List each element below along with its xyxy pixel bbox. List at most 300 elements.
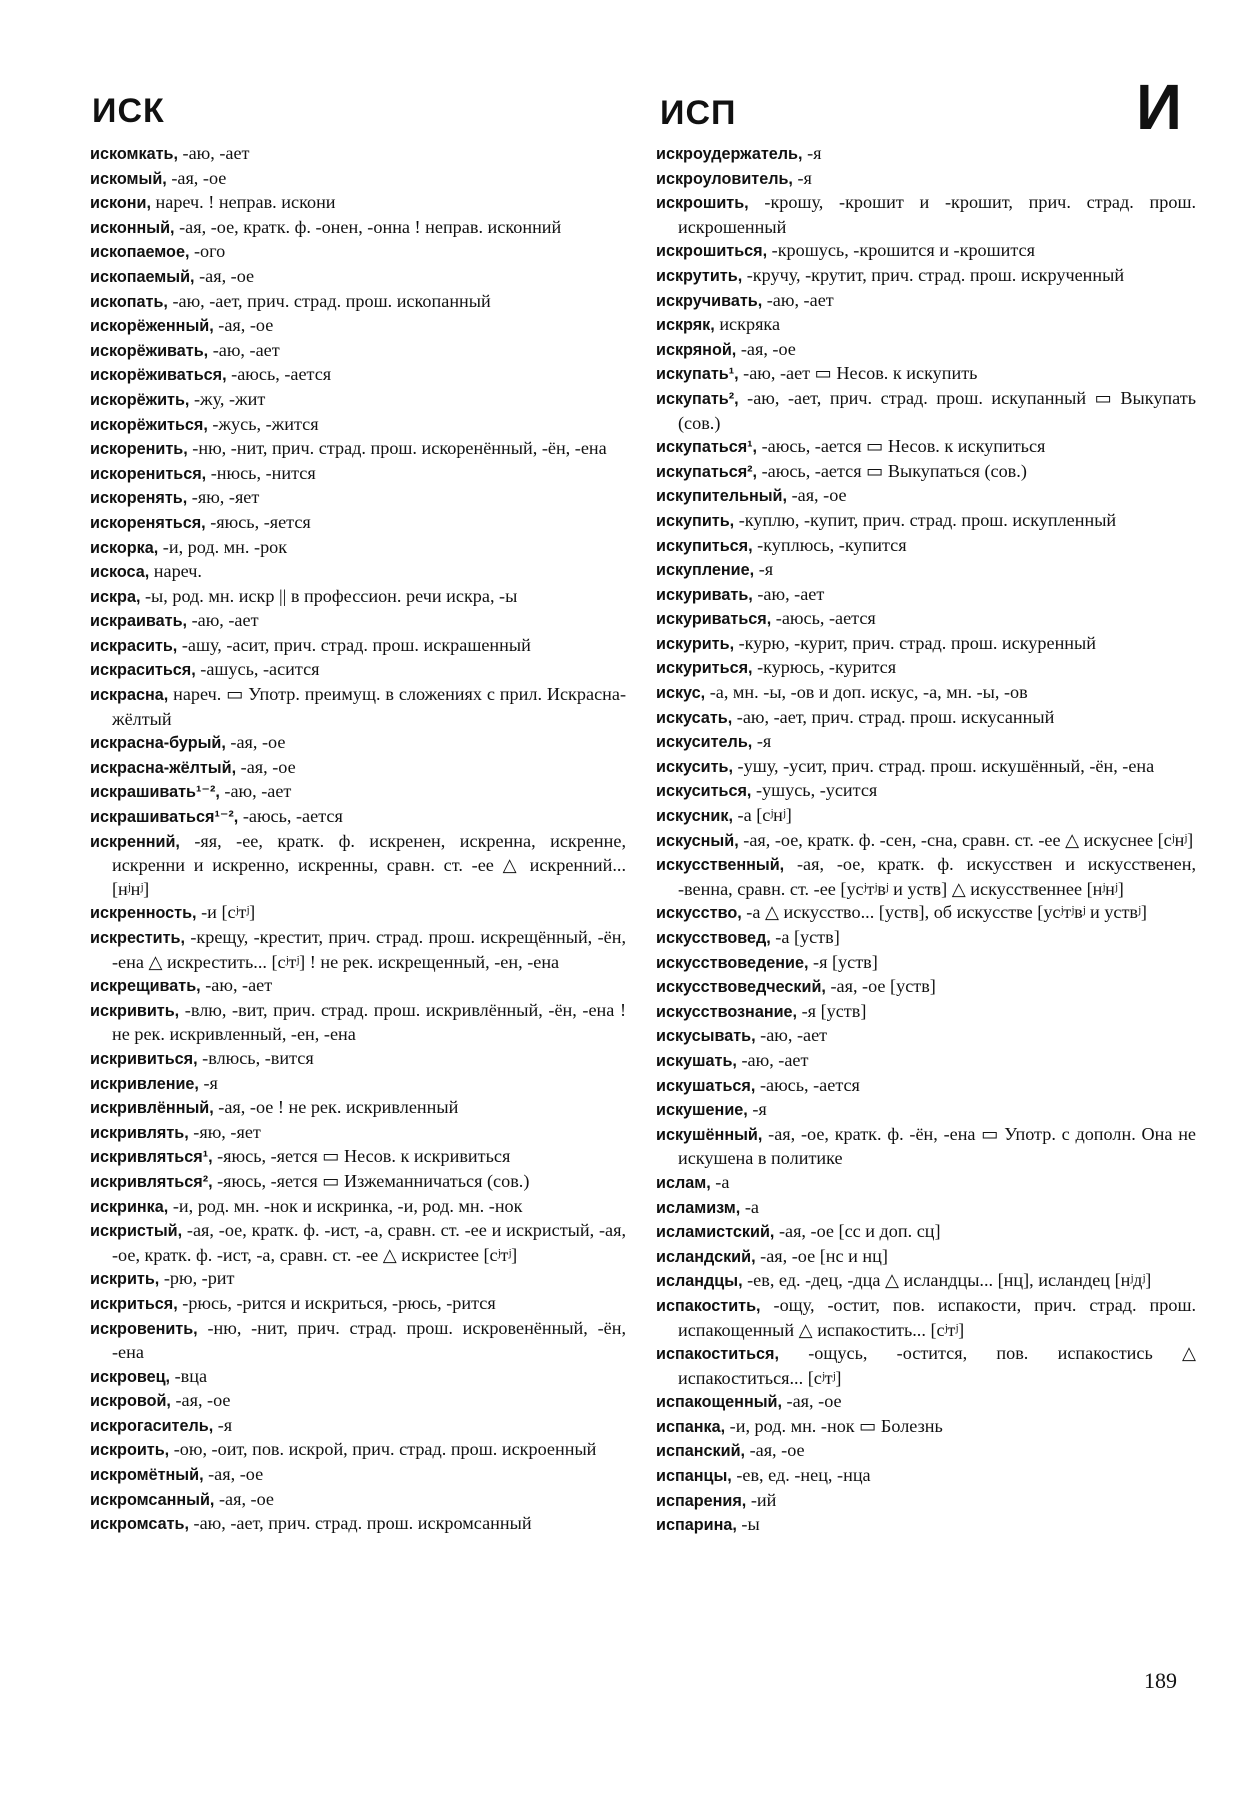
entry-headword: искусный, xyxy=(656,831,739,850)
entry-headword: искуриться, xyxy=(656,659,753,678)
entry-text: -вца xyxy=(174,1365,208,1386)
entry-headword: искус, xyxy=(656,684,706,703)
entry-text: -а [сʲнʲ] xyxy=(737,805,792,826)
entry-headword: испарина, xyxy=(656,1516,737,1535)
entry-text: -ая, -ое xyxy=(218,315,274,336)
entry-headword: искряной, xyxy=(656,340,737,359)
entry-text: -и, род. мн. -нок и искринка, -и, род. мн. -нок xyxy=(172,1195,523,1216)
entry-text: -яюсь, -яется ▭ Изжеманничаться (сов.) xyxy=(217,1170,530,1191)
dictionary-entry xyxy=(90,413,626,438)
entry-headword: искривиться, xyxy=(90,1049,198,1068)
entry-headword: искрещивать, xyxy=(90,977,201,996)
dictionary-entry xyxy=(656,632,1196,657)
dictionary-entry xyxy=(656,509,1196,534)
entry-text: -ая, -ое, кратк. ф. -онен, -онна ! неправ. исконний xyxy=(179,216,562,237)
entry-headword: искроуловитель, xyxy=(656,169,793,188)
entry-headword: искраивать, xyxy=(90,612,188,631)
dictionary-entry xyxy=(656,926,1196,951)
entry-headword: испанский, xyxy=(656,1442,746,1461)
entry-text: -я xyxy=(752,1099,767,1120)
dictionary-entry xyxy=(90,1267,626,1292)
entry-headword: искоренить, xyxy=(90,440,188,459)
dictionary-entry xyxy=(656,901,1196,926)
entry-headword: искореняться, xyxy=(90,513,206,532)
entry-headword: искушённый, xyxy=(656,1125,763,1144)
entry-text: -а xyxy=(715,1171,730,1192)
dictionary-entry xyxy=(656,1074,1196,1099)
entry-text: -аюсь, -ается ▭ Выкупаться (сов.) xyxy=(761,460,1027,481)
entry-text: -ая, -ое [нс и нц] xyxy=(760,1245,888,1266)
dictionary-entry xyxy=(656,264,1196,289)
entry-text: -аюсь, -ается xyxy=(775,608,876,629)
entry-text: -ая, -ое xyxy=(791,485,847,506)
entry-text: -а xyxy=(744,1196,759,1217)
dictionary-entry xyxy=(656,706,1196,731)
dictionary-entry xyxy=(90,609,626,634)
entry-headword: искуситель, xyxy=(656,733,753,752)
entry-text: -курюсь, -курится xyxy=(757,657,897,678)
entry-headword: искривление, xyxy=(90,1074,199,1093)
entry-text: -ая, -ое [уств] xyxy=(830,976,936,997)
entry-headword: искрашивать¹⁻², xyxy=(90,783,220,802)
entry-text: -и [сʲтʲ] xyxy=(201,902,256,923)
entry-text: -аю, -ает xyxy=(224,781,292,802)
entry-headword: искрошиться, xyxy=(656,242,768,261)
entry-text: -аюсь, -ается ▭ Несов. к искупиться xyxy=(761,436,1046,457)
dictionary-entry xyxy=(656,951,1196,976)
entry-text: -а △ искусство... [уств], об искусстве [усʲтʲвʲ и уствʲ] xyxy=(746,902,1147,923)
entry-headword: искони, xyxy=(90,194,151,213)
dictionary-entry xyxy=(90,634,626,659)
dictionary-entry xyxy=(656,313,1196,338)
dictionary-entry xyxy=(656,167,1196,192)
entry-headword: искусывать, xyxy=(656,1027,756,1046)
dictionary-entry xyxy=(656,1489,1196,1514)
entry-headword: искромсать, xyxy=(90,1515,189,1534)
entry-text: нареч. ! неправ. искони xyxy=(155,192,336,213)
entry-text: -жу, -жит xyxy=(193,388,266,409)
entry-headword: искривляться², xyxy=(90,1172,213,1191)
entry-headword: искринка, xyxy=(90,1197,169,1216)
entry-headword: ископаемое, xyxy=(90,243,190,262)
dictionary-entry xyxy=(90,216,626,241)
dictionary-entry xyxy=(656,656,1196,681)
entry-text: -я xyxy=(807,143,822,163)
dictionary-entry xyxy=(656,1415,1196,1440)
dictionary-entry xyxy=(656,1098,1196,1123)
entry-text: -аю, -ает xyxy=(212,339,280,360)
entry-text: -ая, -ое xyxy=(240,756,296,777)
dictionary-entry xyxy=(656,239,1196,264)
entry-text: -крошу, -крошит и -крошит, прич. страд. прош. искрошенный xyxy=(678,192,1197,237)
entry-text: -а [уств] xyxy=(775,927,840,947)
entry-text: -аю, -ает xyxy=(191,610,259,631)
entry-text: -яю, -яет xyxy=(191,487,260,508)
entry-text: -кручу, -крутит, прич. страд. прош. искрученный xyxy=(746,264,1125,285)
dictionary-entry xyxy=(90,560,626,585)
entry-headword: искристый, xyxy=(90,1222,183,1241)
dictionary-entry xyxy=(90,1365,626,1390)
entry-headword: искрошить, xyxy=(656,194,749,213)
dictionary-entry xyxy=(656,1196,1196,1221)
entry-text: -ощу, -остит, пов. испакости, прич. страд. прош. испакощенный △ испакостить... [сʲтʲ] xyxy=(678,1294,1197,1340)
page-number: 189 xyxy=(1144,1668,1177,1693)
dictionary-entry xyxy=(656,534,1196,559)
entry-text: -аю, -ает xyxy=(182,143,250,163)
entry-text: -ашусь, -асится xyxy=(200,659,320,680)
dictionary-entry xyxy=(656,681,1196,706)
entry-headword: искоренять, xyxy=(90,489,188,508)
entry-text: -и, род. мн. -нок ▭ Болезнь xyxy=(729,1415,943,1436)
entry-headword: искрасна-бурый, xyxy=(90,734,226,753)
entry-text: -ою, -оит, пов. искрой, прич. страд. прош. искроенный xyxy=(173,1439,597,1460)
entry-headword: испанка, xyxy=(656,1417,726,1436)
entry-text: -а, мн. -ы, -ов и доп. искус, -а, мн. -ы, -ов xyxy=(709,682,1028,703)
entry-text: -ев, ед. -дец, -дца △ исландцы... [нц], исландец [нʲдʲ] xyxy=(747,1270,1152,1291)
entry-text: -ая, -ое xyxy=(740,338,796,359)
entry-text: -куплюсь, -купится xyxy=(757,534,907,555)
entry-headword: искорка, xyxy=(90,538,159,557)
dictionary-entry xyxy=(90,585,626,610)
entry-text: -ая, -ое [сс и доп. сц] xyxy=(778,1221,941,1242)
section-letter: И xyxy=(1136,71,1182,143)
entry-text: -ая, -ое, кратк. ф. -сен, -сна, сравн. ст. -ее △ искуснее [сʲнʲ] xyxy=(743,829,1194,850)
dictionary-entry xyxy=(656,1294,1196,1342)
dictionary-entry xyxy=(656,558,1196,583)
entry-text: -ого xyxy=(194,241,226,262)
entry-text: -яю, -яет xyxy=(193,1121,261,1142)
entry-headword: искроудержатель, xyxy=(656,145,803,163)
dictionary-entry xyxy=(90,511,626,536)
entry-text: -ая, -ое xyxy=(218,1488,275,1509)
entry-headword: искорёжить, xyxy=(90,390,190,409)
entry-headword: искуриваться, xyxy=(656,610,772,629)
entry-text: -курю, -курит, прич. страд. прош. искуренный xyxy=(738,632,1096,653)
dictionary-entry xyxy=(656,435,1196,460)
dictionary-entry xyxy=(90,339,626,364)
dictionary-entry xyxy=(90,683,626,731)
entry-headword: искупительный, xyxy=(656,487,788,506)
entry-headword: искровенить, xyxy=(90,1319,198,1338)
entry-headword: искусник, xyxy=(656,807,733,826)
entry-text: -аю, -ает, прич. страд. прош. ископанный xyxy=(172,290,491,311)
entry-headword: искрестить, xyxy=(90,929,185,947)
entry-text: -рюсь, -рится и искриться, -рюсь, -рится xyxy=(182,1292,496,1313)
dictionary-entry xyxy=(90,731,626,756)
dictionary-entry xyxy=(90,1488,626,1513)
entry-headword: искра, xyxy=(90,587,141,606)
entry-headword: искрутить, xyxy=(656,266,743,285)
entry-headword: искровец, xyxy=(90,1367,171,1386)
entry-text: -ая, -ое xyxy=(230,732,286,753)
dictionary-entry xyxy=(656,387,1196,435)
dictionary-entry xyxy=(90,658,626,683)
entry-text: -аю, -ает xyxy=(766,289,834,310)
entry-headword: искрить, xyxy=(90,1270,160,1289)
dictionary-entry xyxy=(656,1220,1196,1245)
dictionary-entry xyxy=(656,142,1196,167)
entry-headword: искусствознание, xyxy=(656,1002,798,1021)
dictionary-entry xyxy=(90,388,626,413)
entry-headword: искриться, xyxy=(90,1294,178,1313)
dictionary-entry xyxy=(656,829,1196,854)
dictionary-entry xyxy=(656,1390,1196,1415)
dictionary-entry xyxy=(90,536,626,561)
entry-headword: испанцы, xyxy=(656,1467,732,1486)
dictionary-entry xyxy=(656,583,1196,608)
entry-headword: искушать, xyxy=(656,1051,737,1070)
entry-text: -я xyxy=(797,167,812,188)
entry-text: -ы, род. мн. искр || в профессион. речи искра, -ы xyxy=(145,585,518,606)
entry-headword: искомый, xyxy=(90,169,167,188)
dictionary-entry xyxy=(90,830,626,902)
dictionary-entry xyxy=(656,1342,1196,1390)
entry-text: -нюсь, -нится xyxy=(210,462,316,483)
entry-text: -ашу, -асит, прич. страд. прош. искрашенный xyxy=(181,634,531,655)
dictionary-entry xyxy=(90,363,626,388)
entry-headword: испарения, xyxy=(656,1491,747,1510)
dictionary-entry xyxy=(90,1219,626,1267)
dictionary-entry xyxy=(90,1292,626,1317)
dictionary-entry xyxy=(90,1512,626,1537)
dictionary-entry xyxy=(656,730,1196,755)
entry-headword: искупить, xyxy=(656,511,735,530)
entry-headword: искорениться, xyxy=(90,464,207,483)
entry-headword: искупаться¹, xyxy=(656,438,758,457)
dictionary-entry xyxy=(90,1072,626,1097)
entry-headword: исландцы, xyxy=(656,1272,743,1291)
entry-headword: исконный, xyxy=(90,218,175,237)
entry-text: -яя, -ее, кратк. ф. искренен, искренна, искренне, искренни и искренно, искренны, сравн. ст. -ее △ искренний... [нʲнʲ] xyxy=(112,830,626,899)
entry-headword: искуривать, xyxy=(656,585,753,604)
entry-headword: искусать, xyxy=(656,708,733,727)
entry-text: -аю, -ает, прич. страд. прош. искромсанный xyxy=(193,1513,532,1534)
dictionary-entry xyxy=(90,1414,626,1439)
entry-headword: искусить, xyxy=(656,757,733,776)
dictionary-entry xyxy=(90,1145,626,1170)
entry-headword: искорёжиться, xyxy=(90,415,208,434)
dictionary-entry xyxy=(90,314,626,339)
entry-text: -ушусь, -усится xyxy=(755,780,878,801)
dictionary-entry xyxy=(90,1195,626,1220)
entry-headword: искряк, xyxy=(656,316,715,335)
running-head-right: ИСП xyxy=(660,94,737,132)
entry-headword: искусствоведческий, xyxy=(656,978,826,997)
dictionary-entry xyxy=(656,1049,1196,1074)
entry-headword: искромсанный, xyxy=(90,1490,215,1509)
dictionary-entry xyxy=(656,1123,1196,1171)
entry-text: -ая, -ое, кратк. ф. -ист, -а, сравн. ст. -ее и искристый, -ая, -ое, кратк. ф. -ист, -а, сравн. ст. -ее △ искристее [сʲтʲ] xyxy=(112,1220,626,1265)
entry-text: -ню, -нит, прич. страд. прош. искровенённый, -ён, -ена xyxy=(112,1317,626,1363)
dictionary-entry xyxy=(656,1464,1196,1489)
dictionary-entry xyxy=(656,289,1196,314)
dictionary-entry xyxy=(90,756,626,781)
dictionary-entry xyxy=(656,191,1196,239)
entry-text: -я xyxy=(217,1414,233,1435)
dictionary-entry xyxy=(656,362,1196,387)
entry-text: -я [уств] xyxy=(801,1000,867,1021)
dictionary-entry xyxy=(90,1047,626,1072)
entry-headword: искупиться, xyxy=(656,536,753,555)
dictionary-entry xyxy=(90,437,626,462)
entry-text: нареч. xyxy=(153,561,202,582)
entry-text: -ев, ед. -нец, -нца xyxy=(736,1465,871,1486)
entry-headword: искоса, xyxy=(90,563,150,582)
entry-headword: искроить, xyxy=(90,1441,170,1460)
entry-text: -аюсь, -ается xyxy=(242,806,343,827)
entry-headword: искусствоведение, xyxy=(656,953,809,972)
dictionary-entry xyxy=(90,805,626,830)
entry-text: -яюсь, -яется xyxy=(210,511,311,532)
dictionary-entry xyxy=(656,460,1196,485)
entry-headword: искривляться¹, xyxy=(90,1148,213,1167)
entry-text: -ий xyxy=(750,1489,777,1510)
entry-headword: искупаться², xyxy=(656,462,758,481)
entry-headword: искривлённый, xyxy=(90,1099,214,1118)
entry-headword: исландский, xyxy=(656,1247,756,1266)
dictionary-entry xyxy=(90,1438,626,1463)
entry-text: -яюсь, -яется ▭ Несов. к искривиться xyxy=(217,1146,511,1167)
entry-text: -ая, -ое xyxy=(749,1440,805,1461)
entry-headword: испакоститься, xyxy=(656,1345,780,1364)
dictionary-entry xyxy=(656,484,1196,509)
entry-text: -влю, -вит, прич. страд. прош. искривлённый, -ён, -ена ! не рек. искривленный, -ен, -ена xyxy=(112,999,627,1045)
entry-text: -аю, -ает xyxy=(757,583,825,604)
entry-headword: искупать², xyxy=(656,389,739,408)
entry-text: -я xyxy=(203,1072,218,1093)
entry-headword: искрасна-жёлтый, xyxy=(90,758,237,777)
dictionary-entry xyxy=(656,755,1196,780)
dictionary-entry xyxy=(90,240,626,265)
entry-text: -аю, -ает ▭ Несов. к искупить xyxy=(743,363,978,384)
entry-headword: искомкать, xyxy=(90,145,178,163)
entry-headword: ислам, xyxy=(656,1173,711,1192)
entry-text: -аю, -ает xyxy=(205,975,273,996)
dictionary-entry xyxy=(90,167,626,192)
entry-text: -ощусь, -остится, пов. испакостись △ испакоститься... [сʲтʲ] xyxy=(678,1343,1196,1388)
entry-text: -ая, -ое xyxy=(175,1390,231,1411)
dictionary-entry xyxy=(90,1096,626,1121)
dictionary-entry xyxy=(90,999,626,1047)
dictionary-entry xyxy=(90,901,626,926)
entry-text: -ая, -ое, кратк. ф. -ён, -ена ▭ Употр. с дополн. Она не искушена в политике xyxy=(678,1123,1197,1169)
entry-headword: исламизм, xyxy=(656,1198,741,1217)
entry-text: нареч. ▭ Употр. преимущ. в сложениях с прил. Искрасна-жёлтый xyxy=(112,684,626,729)
dictionary-entry xyxy=(90,290,626,315)
entry-text: -жусь, -жится xyxy=(212,413,319,434)
entry-headword: искренность, xyxy=(90,904,197,923)
entry-headword: искушение, xyxy=(656,1101,748,1120)
entry-headword: искурить, xyxy=(656,634,735,653)
entry-headword: искорёживать, xyxy=(90,341,209,360)
dictionary-entry xyxy=(90,1463,626,1488)
entry-text: -ая, -ое xyxy=(199,265,255,286)
entry-headword: ископать, xyxy=(90,292,168,311)
entry-text: -крещу, -крестит, прич. страд. прош. искрещённый, -ён, -ена △ искрестить... [сʲтʲ] ! не рек. искрещенный, -ен, -ена xyxy=(112,927,626,972)
entry-headword: искренний, xyxy=(90,832,180,851)
entry-headword: испакостить, xyxy=(656,1296,761,1315)
entry-text: -я xyxy=(756,731,772,752)
dictionary-entry xyxy=(656,1439,1196,1464)
dictionary-entry xyxy=(656,804,1196,829)
entry-headword: искорёживаться, xyxy=(90,366,227,385)
entry-headword: искуситься, xyxy=(656,782,752,801)
entry-headword: искровой, xyxy=(90,1392,171,1411)
dictionary-entry xyxy=(656,1000,1196,1025)
entry-text: -ая, -ое xyxy=(786,1391,842,1412)
dictionary-entry xyxy=(656,1245,1196,1270)
dictionary-entry xyxy=(656,779,1196,804)
entry-text: -куплю, -купит, прич. страд. прош. искупленный xyxy=(738,509,1117,530)
entry-text: -ая, -ое xyxy=(208,1464,264,1485)
dictionary-entry xyxy=(90,265,626,290)
entry-headword: искорёженный, xyxy=(90,317,214,336)
entry-text: -ая, -ое, кратк. ф. искусствен и искусственен, -венна, сравн. ст. -ее [усʲтʲвʲ и уств] △ искусственнее [нʲнʲ] xyxy=(678,854,1197,899)
entry-text: -аюсь, -ается xyxy=(759,1074,860,1095)
entry-headword: искрасить, xyxy=(90,636,178,655)
entry-text: -аю, -ает xyxy=(741,1049,809,1070)
entry-headword: искручивать, xyxy=(656,291,763,310)
entry-text: -аюсь, -ается xyxy=(231,364,332,385)
dictionary-entry xyxy=(90,974,626,999)
left-column xyxy=(90,142,626,1537)
entry-text: -крошусь, -крошится и -крошится xyxy=(771,240,1035,261)
entry-headword: искрашиваться¹⁻², xyxy=(90,808,239,827)
dictionary-entry xyxy=(90,486,626,511)
entry-headword: искусственный, xyxy=(656,856,785,875)
entry-headword: искусство, xyxy=(656,904,742,923)
entry-headword: искривлять, xyxy=(90,1123,189,1142)
entry-headword: испакощенный, xyxy=(656,1393,782,1412)
dictionary-entry xyxy=(90,462,626,487)
entry-headword: искривить, xyxy=(90,1001,180,1020)
dictionary-entry xyxy=(90,1389,626,1414)
entry-text: -ушу, -усит, прич. страд. прош. искушённый, -ён, -ена xyxy=(737,755,1155,776)
entry-text: -аю, -ает, прич. страд. прош. искупанный ▭ Выкупать (сов.) xyxy=(678,387,1196,433)
entry-text: -аю, -ает xyxy=(760,1025,828,1046)
dictionary-entry xyxy=(90,1170,626,1195)
entry-text: искряка xyxy=(719,314,781,335)
dictionary-entry xyxy=(90,142,626,167)
entry-text: -ню, -нит, прич. страд. прош. искоренённый, -ён, -ена xyxy=(192,438,607,459)
dictionary-entry xyxy=(656,1024,1196,1049)
entry-text: -я xyxy=(758,559,774,580)
entry-text: -аю, -ает, прич. страд. прош. искусанный xyxy=(736,706,1055,727)
dictionary-entry xyxy=(656,338,1196,363)
running-head-left: ИСК xyxy=(92,92,165,130)
dictionary-entry xyxy=(90,926,626,974)
dictionary-entry xyxy=(90,191,626,216)
entry-headword: искраситься, xyxy=(90,661,196,680)
entry-text: -рю, -рит xyxy=(163,1268,235,1289)
dictionary-entry xyxy=(656,1269,1196,1294)
dictionary-entry xyxy=(90,1317,626,1365)
entry-text: -ая, -ое xyxy=(171,167,227,188)
dictionary-entry xyxy=(656,1513,1196,1538)
dictionary-entry xyxy=(656,853,1196,901)
dictionary-entry xyxy=(656,1171,1196,1196)
entry-text: -и, род. мн. -рок xyxy=(162,536,288,557)
entry-headword: исламистский, xyxy=(656,1223,775,1242)
entry-text: -ы xyxy=(741,1514,760,1535)
dictionary-entry xyxy=(90,1121,626,1146)
dictionary-entry xyxy=(656,975,1196,1000)
entry-headword: искусствовед, xyxy=(656,929,771,947)
entry-text: -ая, -ое ! не рек. искривленный xyxy=(218,1097,459,1118)
dictionary-entry xyxy=(90,780,626,805)
entry-headword: искупление, xyxy=(656,561,755,580)
entry-headword: искрасна, xyxy=(90,686,169,705)
